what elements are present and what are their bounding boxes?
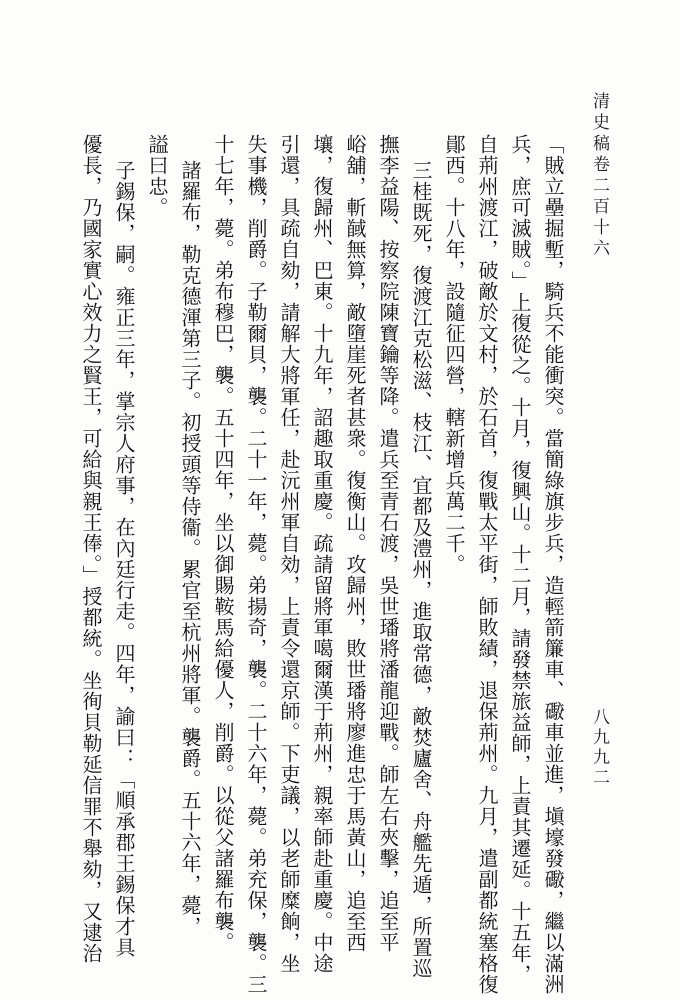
text-column-1: 「賊立壘掘塹，騎兵不能衝突。當簡綠旗步兵，造輕箭簾車、礮車並進，塡壕發礮，繼以滿洲 bbox=[541, 134, 565, 995]
text-column-5: 三桂既死，復渡江克松滋、枝江、宜都及澧州，進取常德，敵焚廬舍、舟艦先遁，所置巡 bbox=[409, 160, 433, 979]
running-header-title: 清史稿卷二百十六 bbox=[589, 92, 609, 260]
text-column-13: 謚曰忠。 bbox=[145, 134, 169, 218]
text-column-10: 失事機，削爵。子勒爾貝，襲。二十一年，薨。弟揚奇，襲。二十六年，薨。弟充保，襲。三 bbox=[244, 134, 268, 995]
text-column-12: 諸羅布，勒克德渾第三子。初授頭等侍衞。累官至杭州將軍。襲爵。五十六年，薨， bbox=[178, 160, 202, 937]
text-column-9: 引還，具疏自劾，請解大將軍任，赴沅州軍自効，上責令還京師。下吏議，以老師糜餉，坐 bbox=[277, 134, 301, 974]
text-column-4: 鄖西。十八年，設隨征四營，轄新增兵萬二千。 bbox=[442, 134, 466, 575]
text-column-14: 子錫保，嗣。雍正三年，掌宗人府事，在內廷行走。四年，諭曰：「順承郡王錫保才具 bbox=[112, 160, 136, 958]
text-column-7: 峪舖，斬馘無算，敵墮崖死者甚衆。復衡山。攻歸州，敗世璠將廖進忠于馬黃山，追至西 bbox=[343, 134, 367, 953]
text-column-11: 十七年，薨。弟布穆巴，襲。五十四年，坐以御賜鞍馬給優人，削爵。以從父諸羅布襲。 bbox=[211, 134, 235, 953]
page-number: 八九九二 bbox=[589, 708, 609, 788]
text-column-15: 優長，乃國家實心效力之賢王，可給與親王俸。」授都統。坐徇貝勒延信罪不舉劾，又逮治 bbox=[79, 134, 103, 964]
text-column-3: 自荊州渡江，破敵於文村，於石首，復戰太平街，師敗績，退保荊州。九月，遣副都統塞格復 bbox=[475, 134, 499, 995]
text-column-8: 壤，復歸州、巴東。十九年，詔趣取重慶。疏請留將軍噶爾漢于荊州，親率師赴重慶。中途 bbox=[310, 134, 334, 974]
text-column-6: 撫李益陽、按察院陳寶鑰等降。遣兵至青石渡，吳世璠將潘龍迎戰。師左右夾擊，追至平 bbox=[376, 134, 400, 953]
text-column-2: 兵，庶可滅賊。」上復從之。十月，復興山。十二月，請發禁旅益師，上責其遷延。十五年， bbox=[508, 134, 532, 985]
